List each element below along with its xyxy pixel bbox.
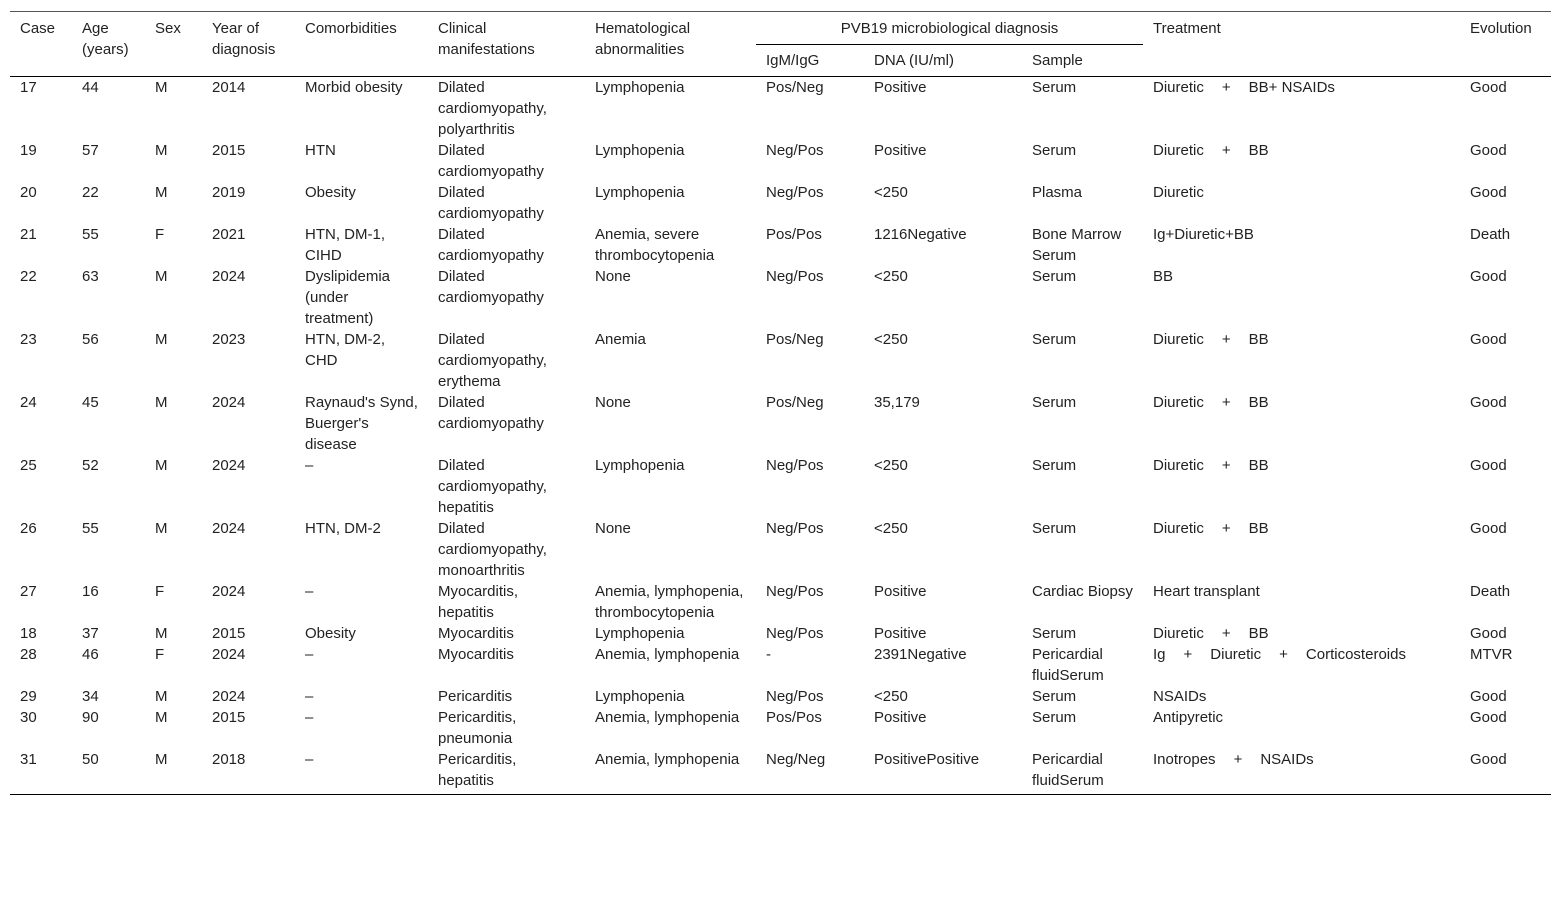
cell-sex: M xyxy=(155,457,168,474)
cell-dna: 2391Negative xyxy=(874,646,967,663)
cell-sample: Serum xyxy=(1032,688,1077,705)
header-dna: DNA (IU/ml) xyxy=(874,52,954,69)
cell-igm-igg: Neg/Pos xyxy=(766,625,824,642)
cell-clinical: Pericarditis, hepatitis xyxy=(438,751,517,789)
cell-case: 19 xyxy=(20,142,37,159)
cell-age: 22 xyxy=(82,184,99,201)
cell-hematological: Anemia, severe thrombocytopenia xyxy=(595,226,715,264)
pvb19-cases-table xyxy=(10,11,1551,795)
cell-clinical: Dilated cardiomyopathy xyxy=(438,184,544,222)
cell-sample: Serum xyxy=(1032,79,1077,96)
cell-clinical: Dilated cardiomyopathy, monoarthritis xyxy=(438,520,547,579)
cell-evolution: Good xyxy=(1470,268,1507,285)
cell-hematological: Lymphopenia xyxy=(595,688,685,705)
table-row xyxy=(10,518,1551,581)
table-row xyxy=(10,77,1551,141)
cell-dna: Positive xyxy=(874,79,927,96)
cell-igm-igg: Pos/Pos xyxy=(766,226,822,243)
cell-hematological: Anemia, lymphopenia xyxy=(595,646,740,663)
cell-treatment: Diuretic + BB xyxy=(1153,520,1269,537)
cell-comorbidities: – xyxy=(305,709,314,726)
header-sex: Sex xyxy=(155,20,181,37)
cell-case: 25 xyxy=(20,457,37,474)
cell-case: 27 xyxy=(20,583,37,600)
cell-sample: Cardiac Biopsy xyxy=(1032,583,1133,600)
cell-evolution: Good xyxy=(1470,520,1507,537)
cell-evolution: Good xyxy=(1470,79,1507,96)
cell-dna: <250 xyxy=(874,331,908,348)
cell-comorbidities: HTN, DM-2, CHD xyxy=(305,331,385,369)
cell-igm-igg: Neg/Pos xyxy=(766,457,824,474)
cell-year: 2015 xyxy=(212,709,246,726)
cell-year: 2024 xyxy=(212,394,246,411)
cell-clinical: Dilated cardiomyopathy xyxy=(438,226,544,264)
cell-sample: Serum xyxy=(1032,394,1077,411)
cell-comorbidities: Dyslipidemia (under treatment) xyxy=(305,268,391,327)
cell-evolution: Good xyxy=(1470,184,1507,201)
cell-hematological: Lymphopenia xyxy=(595,625,685,642)
cell-treatment: BB xyxy=(1153,268,1174,285)
cell-clinical: Dilated cardiomyopathy xyxy=(438,394,544,432)
cell-igm-igg: Neg/Pos xyxy=(766,268,824,285)
cell-sex: F xyxy=(155,646,165,663)
cell-dna: <250 xyxy=(874,688,908,705)
cell-year: 2024 xyxy=(212,520,246,537)
cell-comorbidities: – xyxy=(305,457,314,474)
cell-sex: M xyxy=(155,79,168,96)
cell-case: 23 xyxy=(20,331,37,348)
cell-evolution: Good xyxy=(1470,142,1507,159)
cell-age: 16 xyxy=(82,583,99,600)
cell-clinical: Dilated cardiomyopathy xyxy=(438,268,544,306)
cell-comorbidities: HTN xyxy=(305,142,336,159)
table-header xyxy=(10,12,1551,77)
table-row xyxy=(10,686,1551,707)
cell-dna: <250 xyxy=(874,268,908,285)
cell-age: 57 xyxy=(82,142,99,159)
cell-evolution: Good xyxy=(1470,331,1507,348)
cell-evolution: MTVR xyxy=(1470,646,1513,663)
cell-hematological: Anemia, lymphopenia xyxy=(595,751,740,768)
header-comorbidities: Comorbidities xyxy=(305,20,397,37)
cell-dna: Positive xyxy=(874,142,927,159)
cell-year: 2024 xyxy=(212,457,246,474)
cell-evolution: Good xyxy=(1470,457,1507,474)
cell-case: 29 xyxy=(20,688,37,705)
cell-igm-igg: Neg/Pos xyxy=(766,184,824,201)
cell-age: 45 xyxy=(82,394,99,411)
cell-clinical: Dilated cardiomyopathy, hepatitis xyxy=(438,457,547,516)
cell-treatment: Inotropes + NSAIDs xyxy=(1153,751,1314,768)
table-row xyxy=(10,140,1551,182)
cell-sex: F xyxy=(155,226,165,243)
cell-igm-igg: Neg/Pos xyxy=(766,688,824,705)
table-row xyxy=(10,224,1551,266)
cell-hematological: None xyxy=(595,268,631,285)
cell-hematological: Anemia, lymphopenia, thrombocytopenia xyxy=(595,583,744,621)
cell-igm-igg: Neg/Pos xyxy=(766,583,824,600)
cell-comorbidities: Raynaud's Synd, Buerger's disease xyxy=(305,394,418,453)
cell-sample: Serum xyxy=(1032,268,1077,285)
cell-sex: M xyxy=(155,625,168,642)
cell-dna: PositivePositive xyxy=(874,751,980,768)
cell-sex: M xyxy=(155,142,168,159)
cell-treatment: Diuretic + BB xyxy=(1153,142,1269,159)
header-year: Year of diagnosis xyxy=(212,20,276,58)
header-sample: Sample xyxy=(1032,52,1083,69)
cell-treatment: Diuretic + BB xyxy=(1153,625,1269,642)
cell-age: 90 xyxy=(82,709,99,726)
cell-dna: Positive xyxy=(874,709,927,726)
cell-evolution: Good xyxy=(1470,709,1507,726)
cell-clinical: Dilated cardiomyopathy xyxy=(438,142,544,180)
cell-age: 46 xyxy=(82,646,99,663)
cell-evolution: Good xyxy=(1470,394,1507,411)
cell-sample: Pericardial fluidSerum xyxy=(1032,646,1104,684)
cell-age: 44 xyxy=(82,79,99,96)
cell-sex: M xyxy=(155,709,168,726)
cell-year: 2021 xyxy=(212,226,246,243)
cell-year: 2018 xyxy=(212,751,246,768)
header-hematological: Hematological abnormalities xyxy=(595,20,691,58)
cell-treatment: Heart transplant xyxy=(1153,583,1260,600)
cell-clinical: Myocarditis xyxy=(438,625,514,642)
cell-comorbidities: – xyxy=(305,646,314,663)
cell-age: 50 xyxy=(82,751,99,768)
cell-comorbidities: HTN, DM-1, CIHD xyxy=(305,226,385,264)
cell-year: 2019 xyxy=(212,184,246,201)
cell-case: 18 xyxy=(20,625,37,642)
cell-sample: Serum xyxy=(1032,625,1077,642)
cell-hematological: Anemia, lymphopenia xyxy=(595,709,740,726)
cell-treatment: Diuretic + BB+ NSAIDs xyxy=(1153,79,1335,96)
table-body xyxy=(10,77,1551,795)
cell-case: 31 xyxy=(20,751,37,768)
cell-treatment: Diuretic + BB xyxy=(1153,457,1269,474)
table-row xyxy=(10,581,1551,623)
cell-igm-igg: Pos/Neg xyxy=(766,394,824,411)
cell-igm-igg: Pos/Neg xyxy=(766,331,824,348)
cell-case: 20 xyxy=(20,184,37,201)
cell-dna: <250 xyxy=(874,184,908,201)
cell-hematological: Lymphopenia xyxy=(595,79,685,96)
cell-age: 55 xyxy=(82,226,99,243)
cell-evolution: Good xyxy=(1470,625,1507,642)
cell-sex: M xyxy=(155,751,168,768)
cell-treatment: Diuretic + BB xyxy=(1153,394,1269,411)
cell-age: 37 xyxy=(82,625,99,642)
header-age: Age (years) xyxy=(82,20,129,58)
table-row xyxy=(10,749,1551,795)
table-row xyxy=(10,623,1551,644)
cell-age: 34 xyxy=(82,688,99,705)
header-evolution: Evolution xyxy=(1470,20,1532,37)
cell-sex: M xyxy=(155,184,168,201)
cell-treatment: Ig + Diuretic + Corticosteroids xyxy=(1153,646,1406,663)
cell-sex: M xyxy=(155,394,168,411)
cell-case: 21 xyxy=(20,226,37,243)
cell-age: 55 xyxy=(82,520,99,537)
cell-dna: <250 xyxy=(874,457,908,474)
cell-comorbidities: – xyxy=(305,751,314,768)
cell-hematological: None xyxy=(595,394,631,411)
cell-sex: M xyxy=(155,688,168,705)
cell-age: 63 xyxy=(82,268,99,285)
cell-evolution: Death xyxy=(1470,226,1511,243)
cell-hematological: Lymphopenia xyxy=(595,457,685,474)
cell-treatment: Diuretic + BB xyxy=(1153,331,1269,348)
cell-case: 26 xyxy=(20,520,37,537)
cell-year: 2015 xyxy=(212,625,246,642)
cell-year: 2024 xyxy=(212,268,246,285)
cell-evolution: Good xyxy=(1470,688,1507,705)
cell-comorbidities: – xyxy=(305,583,314,600)
header-pvb19-group: PVB19 microbiological diagnosis xyxy=(756,12,1143,45)
cell-igm-igg: Neg/Pos xyxy=(766,142,824,159)
cell-evolution: Good xyxy=(1470,751,1507,768)
cell-case: 30 xyxy=(20,709,37,726)
cell-case: 22 xyxy=(20,268,37,285)
cell-igm-igg: Neg/Pos xyxy=(766,520,824,537)
cell-sample: Plasma xyxy=(1032,184,1083,201)
cell-sex: F xyxy=(155,583,165,600)
cell-sample: Serum xyxy=(1032,709,1077,726)
cell-sample: Serum xyxy=(1032,142,1077,159)
cell-year: 2024 xyxy=(212,583,246,600)
cell-comorbidities: Morbid obesity xyxy=(305,79,403,96)
table-row xyxy=(10,329,1551,392)
cell-dna: 35,179 xyxy=(874,394,920,411)
table-row xyxy=(10,455,1551,518)
cell-igm-igg: Neg/Neg xyxy=(766,751,826,768)
cell-year: 2023 xyxy=(212,331,246,348)
header-row xyxy=(10,12,1551,45)
cell-year: 2024 xyxy=(212,688,246,705)
header-igm-igg: IgM/IgG xyxy=(766,52,820,69)
cell-sex: M xyxy=(155,331,168,348)
table-container xyxy=(10,11,1551,795)
cell-age: 56 xyxy=(82,331,99,348)
cell-clinical: Myocarditis xyxy=(438,646,514,663)
table-row xyxy=(10,392,1551,455)
cell-dna: Positive xyxy=(874,583,927,600)
cell-sample: Bone Marrow Serum xyxy=(1032,226,1122,264)
cell-sample: Serum xyxy=(1032,457,1077,474)
cell-treatment: Ig+Diuretic+BB xyxy=(1153,226,1254,243)
cell-treatment: Antipyretic xyxy=(1153,709,1224,726)
cell-hematological: None xyxy=(595,520,631,537)
header-treatment: Treatment xyxy=(1153,20,1221,37)
table-row xyxy=(10,644,1551,686)
cell-year: 2014 xyxy=(212,79,246,96)
cell-year: 2015 xyxy=(212,142,246,159)
cell-comorbidities: Obesity xyxy=(305,625,356,642)
cell-clinical: Dilated cardiomyopathy, polyarthritis xyxy=(438,79,547,138)
cell-comorbidities: HTN, DM-2 xyxy=(305,520,381,537)
cell-clinical: Dilated cardiomyopathy, erythema xyxy=(438,331,547,390)
cell-dna: <250 xyxy=(874,520,908,537)
cell-case: 24 xyxy=(20,394,37,411)
cell-dna: 1216Negative xyxy=(874,226,967,243)
cell-case: 28 xyxy=(20,646,37,663)
cell-case: 17 xyxy=(20,79,37,96)
header-clinical: Clinical manifestations xyxy=(438,20,535,58)
cell-hematological: Lymphopenia xyxy=(595,184,685,201)
cell-clinical: Myocarditis, hepatitis xyxy=(438,583,519,621)
cell-igm-igg: Pos/Neg xyxy=(766,79,824,96)
cell-comorbidities: – xyxy=(305,688,314,705)
cell-clinical: Pericarditis xyxy=(438,688,513,705)
cell-treatment: NSAIDs xyxy=(1153,688,1207,705)
cell-sex: M xyxy=(155,520,168,537)
cell-dna: Positive xyxy=(874,625,927,642)
cell-igm-igg: Pos/Pos xyxy=(766,709,822,726)
table-row xyxy=(10,707,1551,749)
cell-clinical: Pericarditis, pneumonia xyxy=(438,709,517,747)
cell-hematological: Anemia xyxy=(595,331,646,348)
cell-sex: M xyxy=(155,268,168,285)
cell-evolution: Death xyxy=(1470,583,1511,600)
cell-sample: Pericardial fluidSerum xyxy=(1032,751,1104,789)
cell-comorbidities: Obesity xyxy=(305,184,356,201)
cell-sample: Serum xyxy=(1032,520,1077,537)
cell-hematological: Lymphopenia xyxy=(595,142,685,159)
cell-sample: Serum xyxy=(1032,331,1077,348)
cell-year: 2024 xyxy=(212,646,246,663)
header-case: Case xyxy=(20,20,56,37)
cell-igm-igg: - xyxy=(766,646,771,663)
cell-treatment: Diuretic xyxy=(1153,184,1204,201)
cell-age: 52 xyxy=(82,457,99,474)
table-row xyxy=(10,182,1551,224)
table-row xyxy=(10,266,1551,329)
